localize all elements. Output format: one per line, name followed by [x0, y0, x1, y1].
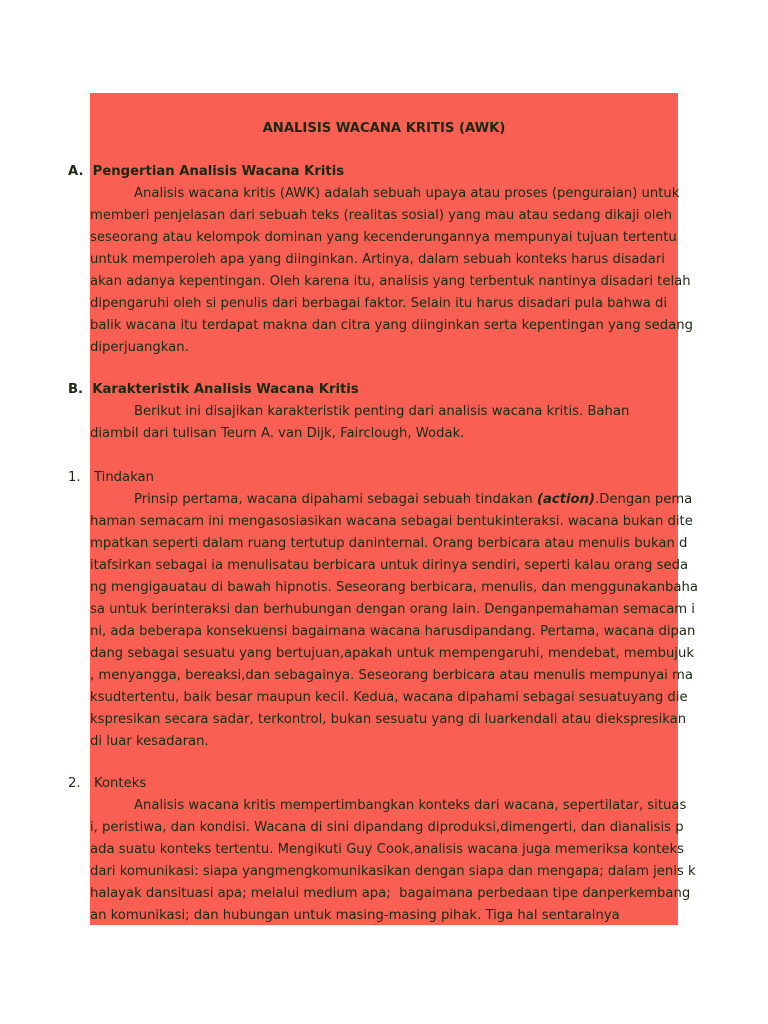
item-1-heading — [68, 470, 154, 486]
paragraph-line: akan adanya kepentingan. Oleh karena itu, analisis yang terbentuk nantinya disadari telah — [90, 274, 691, 289]
section-b-label: B. — [68, 382, 84, 397]
text-span: .Dengan pema — [595, 492, 693, 507]
paragraph-line: , menyangga, bereaksi,dan sebagainya. Seseorang berbicara atau menulis mempunyai ma — [90, 668, 693, 683]
text-span: Prinsip pertama, wacana dipahami sebagai sebuah tindakan — [134, 492, 537, 507]
paragraph-line — [134, 492, 692, 508]
paragraph-line: itafsirkan sebagai ia menulisatau berbicara untuk dirinya sendiri, seperti kalau orang seda — [90, 558, 689, 573]
paragraph-line: memberi penjelasan dari sebuah teks (realitas sosial) yang mau atau sedang dikaji oleh — [90, 208, 672, 223]
paragraph-line: ng mengigauatau di bawah hipnotis. Seseorang berbicara, menulis, dan menggunakanbaha — [90, 580, 698, 595]
paragraph-line: balik wacana itu terdapat makna dan citra yang diinginkan serta kepentingan yang sedang — [90, 318, 693, 333]
paragraph-line: an komunikasi; dan hubungan untuk masing-masing pihak. Tiga hal sentaralnya — [90, 908, 620, 923]
paragraph-line: dang sebagai sesuatu yang bertujuan,apakah untuk mempengaruhi, mendebat, membujuk — [90, 646, 694, 661]
paragraph-line: diperjuangkan. — [90, 340, 189, 355]
paragraph-line: Analisis wacana kritis (AWK) adalah sebuah upaya atau proses (penguraian) untuk — [134, 186, 680, 201]
paragraph-line: haman semacam ini mengasosiasikan wacana sebagai bentukinteraksi. wacana bukan dite — [90, 514, 693, 529]
paragraph-line: Analisis wacana kritis mempertimbangkan konteks dari wacana, sepertilatar, situas — [134, 798, 687, 813]
paragraph-line: ada suatu konteks tertentu. Mengikuti Guy Cook,analisis wacana juga memeriksa konteks — [90, 842, 684, 857]
section-a-title: Pengertian Analisis Wacana Kritis — [92, 164, 345, 179]
paragraph-line: di luar kesadaran. — [90, 734, 209, 749]
paragraph-line: ksudtertentu, baik besar maupun kecil. Kedua, wacana dipahami sebagai sesuatuyang die — [90, 690, 688, 705]
paragraph-line: kspresikan secara sadar, terkontrol, bukan sesuatu yang di luarkendali atau diekspresikan — [90, 712, 687, 727]
document-title: ANALISIS WACANA KRITIS (AWK) — [262, 121, 506, 136]
paragraph-line: dari komunikasi: siapa yangmengkomunikasikan dengan siapa dan mengapa; dalam jenis k — [90, 864, 696, 879]
paragraph-line: dipengaruhi oleh si penulis dari berbagai faktor. Selain itu harus disadari pula bahwa di — [90, 296, 668, 311]
paragraph-line: Berikut ini disajikan karakteristik penting dari analisis wacana kritis. Bahan — [134, 404, 630, 419]
paragraph-line: seseorang atau kelompok dominan yang kecenderungannya mempunyai tujuan tertentu — [90, 230, 677, 245]
paragraph-line: untuk memperoleh apa yang diinginkan. Artinya, dalam sebuah konteks harus disadari — [90, 252, 665, 267]
section-a-label: A. — [68, 164, 84, 179]
paragraph-line: i, peristiwa, dan kondisi. Wacana di sini dipandang diproduksi,dimengerti, dan dianalisis p — [90, 820, 684, 835]
item-2-label: 2. — [68, 776, 81, 791]
item-2-heading — [68, 776, 146, 792]
emphasis-text: (action) — [536, 492, 596, 507]
paragraph-line: mpatkan seperti dalam ruang tertutup daninternal. Orang berbicara atau menulis bukan d — [90, 536, 688, 551]
item-1-title: Tindakan — [94, 470, 154, 485]
paragraph-line: diambil dari tulisan Teurn A. van Dijk, Fairclough, Wodak. — [90, 426, 465, 441]
section-b-title: Karakteristik Analisis Wacana Kritis — [92, 382, 359, 397]
paragraph-line: ni, ada beberapa konsekuensi bagaimana wacana harusdipandang. Pertama, wacana dipan — [90, 624, 696, 639]
item-2-title: Konteks — [94, 776, 147, 791]
paragraph-line: sa untuk berinteraksi dan berhubungan dengan orang lain. Denganpemahaman semacam i — [90, 602, 695, 617]
paragraph-line: halayak dansituasi apa; melalui medium apa; bagaimana perbedaan tipe danperkembang — [90, 886, 691, 901]
section-b-heading — [68, 382, 359, 398]
section-a-heading — [68, 164, 344, 180]
item-1-label: 1. — [68, 470, 81, 485]
